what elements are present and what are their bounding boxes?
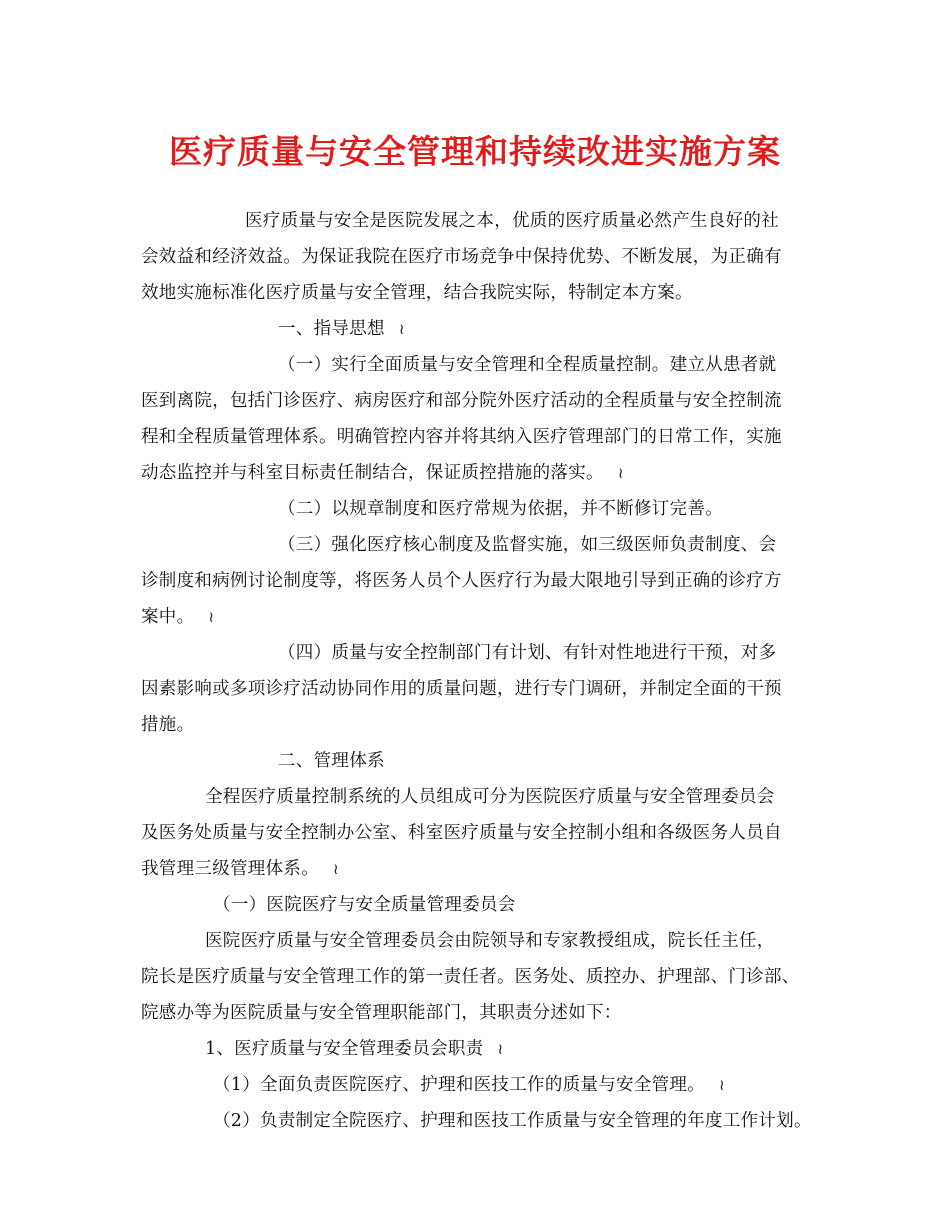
paragraph-line: 及医务处质量与安全控制办公室、科室医疗质量与安全控制小组和各级医务人员自 xyxy=(141,823,782,843)
document-title: 医疗质量与安全管理和持续改进实施方案 xyxy=(169,132,781,171)
subsection-heading: （一）医院医疗与安全质量管理委员会 xyxy=(213,895,516,915)
paragraph-line xyxy=(141,462,624,484)
paragraph-line: 诊制度和病例讨论制度等，将医务人员个人医疗行为最大限地引导到正确的诊疗方 xyxy=(141,571,782,591)
paragraph-line: 医疗质量与安全是医院发展之本，优质的医疗质量必然产生良好的社 xyxy=(245,211,779,231)
section-heading xyxy=(278,318,405,340)
paragraph-line: 院感办等为医院质量与安全管理职能部门，其职责分述如下： xyxy=(141,1003,622,1023)
paragraph-mark-icon: ≀ xyxy=(497,1040,504,1058)
paragraph-line: 措施。 xyxy=(141,715,195,735)
paragraph-mark-icon: ≀ xyxy=(719,1076,725,1094)
paragraph-line xyxy=(141,858,339,880)
paragraph-line: 效地实施标准化医疗质量与安全管理，结合我院实际，特制定本方案。 xyxy=(141,283,693,303)
paragraph-mark-icon: ≀ xyxy=(208,608,215,626)
line-text: 我管理三级管理体系。 xyxy=(141,859,319,879)
paragraph-line: 程和全程质量管理体系。明确管控内容并将其纳入医疗管理部门的日常工作，实施 xyxy=(141,427,782,447)
line-text: （1）全面负责医院医疗、护理和医技工作的质量与安全管理。 xyxy=(213,1075,706,1095)
paragraph-line: （二）以规章制度和医疗常规为依据，并不断修订完善。 xyxy=(278,499,723,519)
paragraph-line: 因素影响或多项诊疗活动协同作用的质量问题，进行专门调研，并制定全面的干预 xyxy=(141,679,782,699)
list-item: （2）负责制定全院医疗、护理和医技工作质量与安全管理的年度工作计划。 xyxy=(213,1111,812,1131)
section-heading: 二、管理体系 xyxy=(278,751,385,771)
paragraph-line: 院长是医疗质量与安全管理工作的第一责任者。医务处、质控办、护理部、门诊部、 xyxy=(141,967,800,987)
paragraph-line xyxy=(141,606,214,628)
heading-text: 一、指导思想 xyxy=(278,319,385,339)
paragraph-line: 全程医疗质量控制系统的人员组成可分为医院医疗质量与安全管理委员会 xyxy=(205,787,775,807)
paragraph-line: 医到离院，包括门诊医疗、病房医疗和部分院外医疗活动的全程质量与安全控制流 xyxy=(141,391,782,411)
paragraph-line: （四）质量与安全控制部门有计划、有针对性地进行干预，对多 xyxy=(278,643,777,663)
paragraph-line: 医院医疗质量与安全管理委员会由院领导和专家教授组成，院长任主任， xyxy=(205,931,775,951)
paragraph-line: （一）实行全面质量与安全管理和全程质量控制。建立从患者就 xyxy=(278,355,777,375)
list-heading xyxy=(205,1038,503,1060)
line-text: 1、医疗质量与安全管理委员会职责 xyxy=(205,1039,484,1059)
paragraph-line: 会效益和经济效益。为保证我院在医疗市场竞争中保持优势、不断发展，为正确有 xyxy=(141,247,782,267)
line-text: 动态监控并与科室目标责任制结合，保证质控措施的落实。 xyxy=(141,463,604,483)
paragraph-mark-icon: ≀ xyxy=(398,320,405,338)
paragraph-line: （三）强化医疗核心制度及监督实施，如三级医师负责制度、会 xyxy=(278,535,777,555)
line-text: 案中。 xyxy=(141,607,195,627)
paragraph-mark-icon: ≀ xyxy=(617,464,624,482)
list-item xyxy=(213,1074,725,1096)
paragraph-mark-icon: ≀ xyxy=(333,860,339,878)
